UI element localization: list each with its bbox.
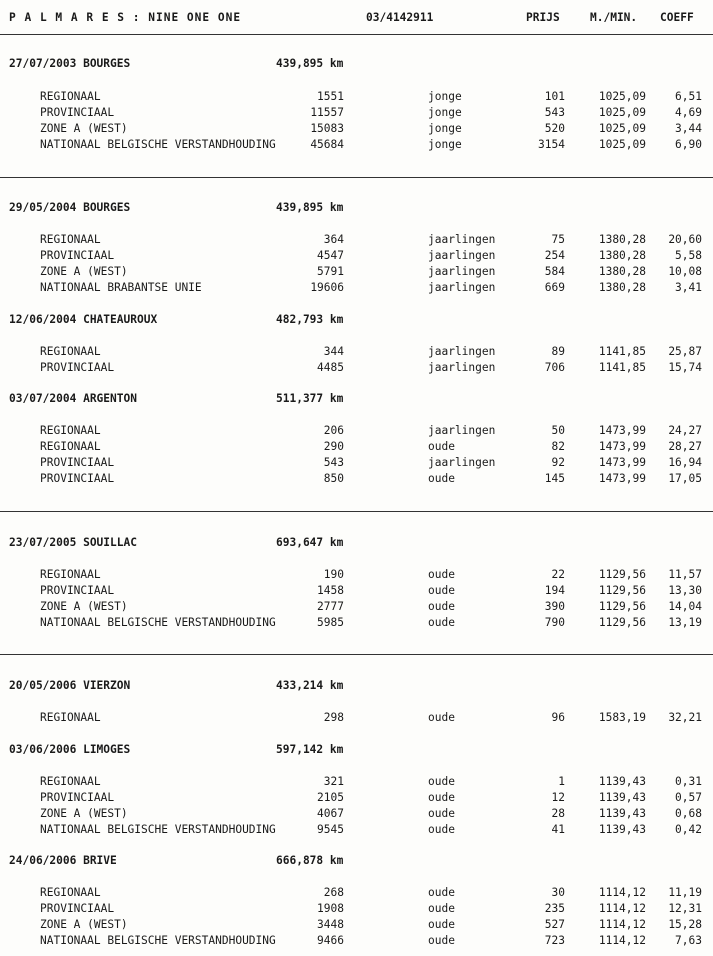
result-coeff: 4,69: [675, 106, 702, 119]
race-distance: 666,878 km: [276, 854, 344, 867]
result-prize: 12: [551, 791, 565, 804]
result-row: [0, 823, 713, 837]
race-title: 29/05/2004 BOURGES: [9, 201, 131, 214]
result-prize: 82: [551, 440, 565, 453]
result-level: REGIONAAL: [40, 886, 101, 899]
result-entries: 19606: [310, 281, 344, 294]
result-entries: 1551: [317, 90, 344, 103]
result-row: [0, 122, 713, 136]
result-level: NATIONAAL BELGISCHE VERSTANDHOUDING: [40, 138, 276, 151]
result-speed: 1583,19: [598, 711, 646, 724]
result-row: [0, 711, 713, 725]
result-prize: 390: [544, 600, 565, 613]
result-prize: 89: [551, 345, 565, 358]
race-title: 24/06/2006 BRIVE: [9, 854, 117, 867]
result-level: PROVINCIAAL: [40, 456, 115, 469]
section-divider: [0, 34, 713, 35]
result-coeff: 12,31: [668, 902, 702, 915]
result-entries: 4485: [317, 361, 344, 374]
result-level: ZONE A (WEST): [40, 600, 128, 613]
result-category: oude: [428, 711, 455, 724]
race-distance: 439,895 km: [276, 57, 344, 70]
race-title: 03/06/2006 LIMOGES: [9, 743, 131, 756]
result-level: PROVINCIAAL: [40, 361, 115, 374]
result-row: [0, 281, 713, 295]
result-level: PROVINCIAAL: [40, 472, 115, 485]
result-coeff: 24,27: [668, 424, 702, 437]
result-row: [0, 934, 713, 948]
section-divider: [0, 654, 713, 655]
result-coeff: 15,28: [668, 918, 702, 931]
result-category: oude: [428, 568, 455, 581]
result-prize: 41: [551, 823, 565, 836]
result-coeff: 0,57: [675, 791, 702, 804]
result-entries: 268: [323, 886, 344, 899]
result-prize: 75: [551, 233, 565, 246]
result-row: [0, 616, 713, 630]
result-row: [0, 233, 713, 247]
result-coeff: 6,51: [675, 90, 702, 103]
result-prize: 543: [544, 106, 565, 119]
result-entries: 190: [323, 568, 344, 581]
result-category: oude: [428, 791, 455, 804]
result-level: REGIONAAL: [40, 440, 101, 453]
race-distance: 439,895 km: [276, 201, 344, 214]
result-category: jonge: [428, 138, 462, 151]
result-coeff: 13,30: [668, 584, 702, 597]
race-header: [0, 201, 713, 215]
race-header: [0, 392, 713, 406]
result-speed: 1380,28: [598, 281, 646, 294]
result-speed: 1025,09: [598, 138, 646, 151]
result-coeff: 14,04: [668, 600, 702, 613]
result-prize: 22: [551, 568, 565, 581]
race-title: 27/07/2003 BOURGES: [9, 57, 131, 70]
result-category: jaarlingen: [428, 281, 496, 294]
race-title: 03/07/2004 ARGENTON: [9, 392, 137, 405]
result-entries: 5791: [317, 265, 344, 278]
result-entries: 1908: [317, 902, 344, 915]
result-prize: 790: [544, 616, 565, 629]
result-speed: 1114,12: [598, 886, 646, 899]
result-speed: 1114,12: [598, 934, 646, 947]
result-category: jaarlingen: [428, 456, 496, 469]
result-prize: 96: [551, 711, 565, 724]
result-category: oude: [428, 807, 455, 820]
result-level: NATIONAAL BELGISCHE VERSTANDHOUDING: [40, 823, 276, 836]
race-title: 20/05/2006 VIERZON: [9, 679, 131, 692]
result-entries: 543: [323, 456, 344, 469]
result-category: oude: [428, 472, 455, 485]
result-coeff: 0,42: [675, 823, 702, 836]
result-coeff: 0,31: [675, 775, 702, 788]
result-coeff: 3,41: [675, 281, 702, 294]
result-speed: 1473,99: [598, 440, 646, 453]
result-speed: 1141,85: [598, 361, 646, 374]
result-prize: 527: [544, 918, 565, 931]
result-prize: 3154: [538, 138, 565, 151]
result-row: [0, 90, 713, 104]
result-entries: 5985: [317, 616, 344, 629]
result-row: [0, 265, 713, 279]
result-row: [0, 249, 713, 263]
result-level: REGIONAAL: [40, 568, 101, 581]
result-speed: 1114,12: [598, 918, 646, 931]
race-distance: 693,647 km: [276, 536, 344, 549]
result-category: oude: [428, 902, 455, 915]
result-prize: 669: [544, 281, 565, 294]
result-speed: 1129,56: [598, 616, 646, 629]
result-entries: 321: [323, 775, 344, 788]
result-speed: 1129,56: [598, 584, 646, 597]
result-level: REGIONAAL: [40, 90, 101, 103]
race-distance: 511,377 km: [276, 392, 344, 405]
result-speed: 1139,43: [598, 791, 646, 804]
result-coeff: 10,08: [668, 265, 702, 278]
result-row: [0, 440, 713, 454]
result-row: [0, 456, 713, 470]
result-entries: 15083: [310, 122, 344, 135]
result-category: jaarlingen: [428, 233, 496, 246]
race-header: [0, 313, 713, 327]
result-speed: 1141,85: [598, 345, 646, 358]
result-entries: 4547: [317, 249, 344, 262]
result-category: oude: [428, 823, 455, 836]
result-category: oude: [428, 584, 455, 597]
result-prize: 520: [544, 122, 565, 135]
result-category: jonge: [428, 90, 462, 103]
result-level: REGIONAAL: [40, 711, 101, 724]
result-category: oude: [428, 918, 455, 931]
race-distance: 482,793 km: [276, 313, 344, 326]
result-speed: 1473,99: [598, 456, 646, 469]
result-prize: 584: [544, 265, 565, 278]
result-coeff: 28,27: [668, 440, 702, 453]
result-entries: 2105: [317, 791, 344, 804]
result-prize: 30: [551, 886, 565, 899]
result-level: NATIONAAL BRABANTSE UNIE: [40, 281, 202, 294]
result-entries: 11557: [310, 106, 344, 119]
section-divider: [0, 511, 713, 512]
race-title: 23/07/2005 SOUILLAC: [9, 536, 137, 549]
race-header: [0, 57, 713, 71]
palmares-title: P A L M A R E S : NINE ONE ONE: [9, 11, 242, 24]
result-row: [0, 568, 713, 582]
result-prize: 706: [544, 361, 565, 374]
result-entries: 9466: [317, 934, 344, 947]
result-category: jonge: [428, 106, 462, 119]
column-header-coeff: COEFF: [660, 11, 694, 24]
result-prize: 254: [544, 249, 565, 262]
result-row: [0, 345, 713, 359]
result-row: [0, 918, 713, 932]
result-row: [0, 791, 713, 805]
result-speed: 1129,56: [598, 600, 646, 613]
result-coeff: 7,63: [675, 934, 702, 947]
result-row: [0, 886, 713, 900]
result-row: [0, 584, 713, 598]
result-speed: 1025,09: [598, 106, 646, 119]
result-category: oude: [428, 775, 455, 788]
result-speed: 1473,99: [598, 472, 646, 485]
result-level: PROVINCIAAL: [40, 584, 115, 597]
result-row: [0, 424, 713, 438]
result-level: ZONE A (WEST): [40, 807, 128, 820]
race-title: 12/06/2004 CHATEAUROUX: [9, 313, 158, 326]
result-category: jaarlingen: [428, 361, 496, 374]
result-entries: 364: [323, 233, 344, 246]
result-coeff: 3,44: [675, 122, 702, 135]
result-entries: 206: [323, 424, 344, 437]
race-header: [0, 536, 713, 550]
result-prize: 92: [551, 456, 565, 469]
result-prize: 194: [544, 584, 565, 597]
result-level: NATIONAAL BELGISCHE VERSTANDHOUDING: [40, 934, 276, 947]
result-level: PROVINCIAAL: [40, 791, 115, 804]
result-row: [0, 361, 713, 375]
result-level: NATIONAAL BELGISCHE VERSTANDHOUDING: [40, 616, 276, 629]
result-coeff: 16,94: [668, 456, 702, 469]
result-speed: 1380,28: [598, 233, 646, 246]
result-row: [0, 472, 713, 486]
result-speed: 1380,28: [598, 265, 646, 278]
column-header-speed: M./MIN.: [590, 11, 638, 24]
result-row: [0, 902, 713, 916]
result-level: PROVINCIAAL: [40, 106, 115, 119]
result-category: jonge: [428, 122, 462, 135]
result-speed: 1380,28: [598, 249, 646, 262]
result-coeff: 25,87: [668, 345, 702, 358]
result-level: PROVINCIAAL: [40, 249, 115, 262]
result-entries: 2777: [317, 600, 344, 613]
result-coeff: 17,05: [668, 472, 702, 485]
result-speed: 1114,12: [598, 902, 646, 915]
result-category: oude: [428, 616, 455, 629]
result-prize: 28: [551, 807, 565, 820]
result-prize: 723: [544, 934, 565, 947]
result-row: [0, 807, 713, 821]
result-coeff: 20,60: [668, 233, 702, 246]
section-divider: [0, 177, 713, 178]
result-speed: 1139,43: [598, 807, 646, 820]
result-coeff: 32,21: [668, 711, 702, 724]
column-header-prijs: PRIJS: [526, 11, 560, 24]
result-category: oude: [428, 440, 455, 453]
result-speed: 1139,43: [598, 775, 646, 788]
result-entries: 9545: [317, 823, 344, 836]
result-prize: 145: [544, 472, 565, 485]
result-prize: 101: [544, 90, 565, 103]
result-prize: 235: [544, 902, 565, 915]
result-row: [0, 600, 713, 614]
result-speed: 1025,09: [598, 90, 646, 103]
result-category: oude: [428, 934, 455, 947]
result-speed: 1473,99: [598, 424, 646, 437]
result-coeff: 5,58: [675, 249, 702, 262]
result-entries: 3448: [317, 918, 344, 931]
result-coeff: 11,19: [668, 886, 702, 899]
result-speed: 1129,56: [598, 568, 646, 581]
result-level: REGIONAAL: [40, 345, 101, 358]
result-level: REGIONAAL: [40, 233, 101, 246]
result-coeff: 13,19: [668, 616, 702, 629]
result-entries: 1458: [317, 584, 344, 597]
result-entries: 298: [323, 711, 344, 724]
result-entries: 45684: [310, 138, 344, 151]
result-level: REGIONAAL: [40, 424, 101, 437]
result-prize: 1: [558, 775, 565, 788]
result-level: ZONE A (WEST): [40, 265, 128, 278]
result-category: oude: [428, 886, 455, 899]
race-header: [0, 743, 713, 757]
result-speed: 1025,09: [598, 122, 646, 135]
result-coeff: 6,90: [675, 138, 702, 151]
result-category: jaarlingen: [428, 249, 496, 262]
result-category: jaarlingen: [428, 424, 496, 437]
page-header: [0, 11, 713, 25]
result-category: jaarlingen: [428, 265, 496, 278]
result-level: ZONE A (WEST): [40, 122, 128, 135]
result-entries: 850: [323, 472, 344, 485]
race-distance: 597,142 km: [276, 743, 344, 756]
result-entries: 344: [323, 345, 344, 358]
result-coeff: 0,68: [675, 807, 702, 820]
result-speed: 1139,43: [598, 823, 646, 836]
result-category: jaarlingen: [428, 345, 496, 358]
result-prize: 50: [551, 424, 565, 437]
race-header: [0, 854, 713, 868]
result-row: [0, 138, 713, 152]
result-entries: 290: [323, 440, 344, 453]
result-coeff: 11,57: [668, 568, 702, 581]
race-distance: 433,214 km: [276, 679, 344, 692]
race-header: [0, 679, 713, 693]
result-category: oude: [428, 600, 455, 613]
result-level: REGIONAAL: [40, 775, 101, 788]
result-row: [0, 775, 713, 789]
result-entries: 4067: [317, 807, 344, 820]
result-level: ZONE A (WEST): [40, 918, 128, 931]
ring-number: 03/4142911: [366, 11, 434, 24]
result-coeff: 15,74: [668, 361, 702, 374]
result-row: [0, 106, 713, 120]
result-level: PROVINCIAAL: [40, 902, 115, 915]
